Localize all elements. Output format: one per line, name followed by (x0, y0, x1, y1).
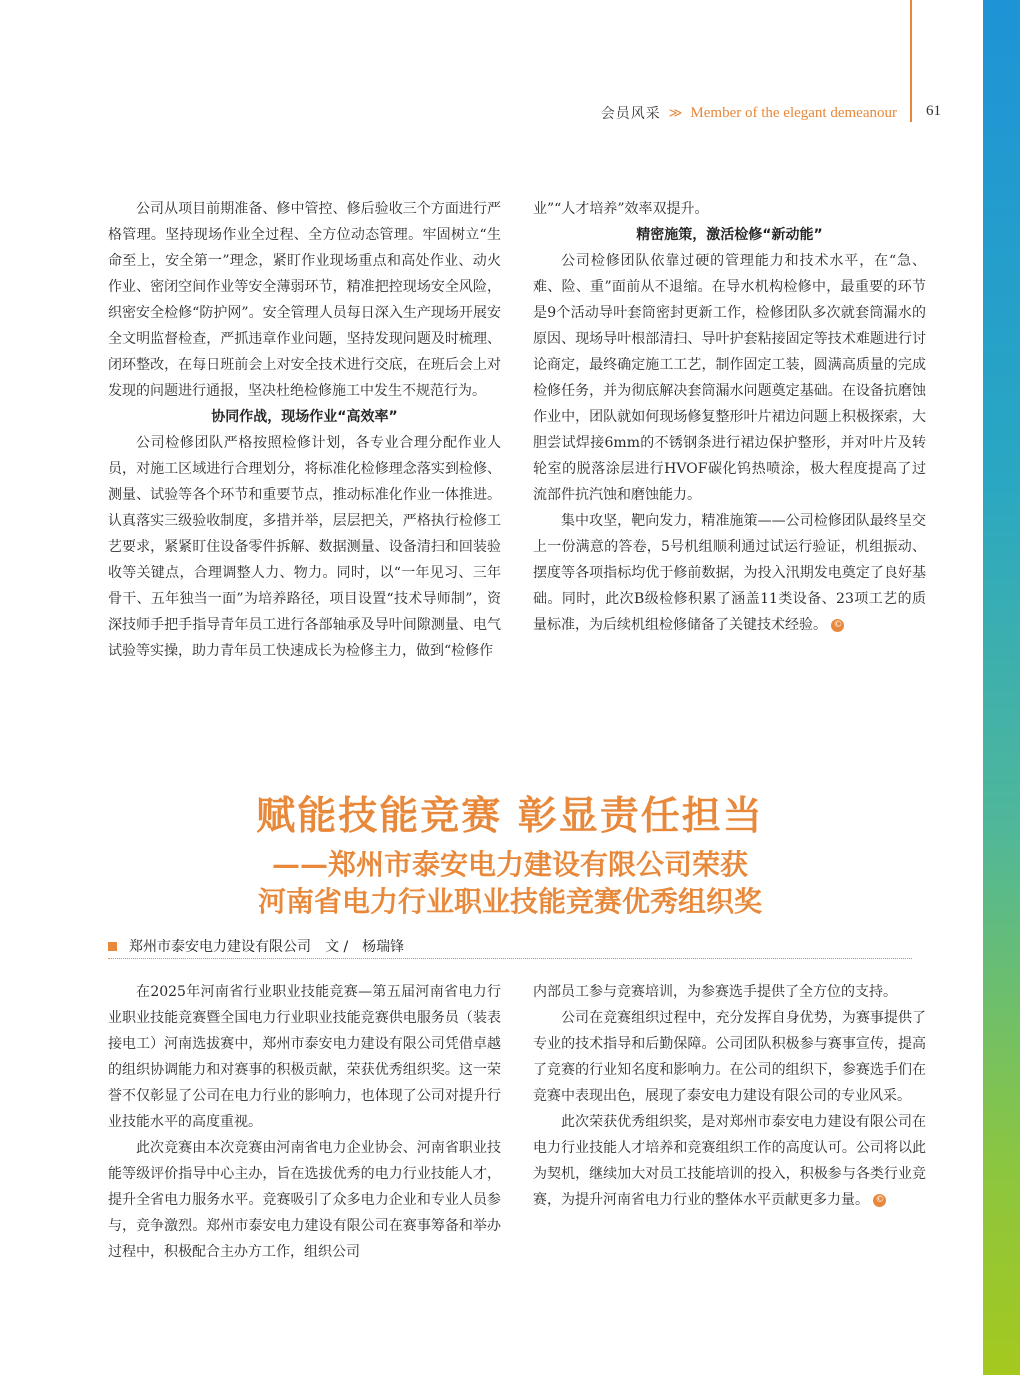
paragraph-continued: 内部员工参与竞赛培训，为参赛选手提供了全方位的支持。 (533, 984, 897, 1000)
article-subtitle (0, 846, 1020, 920)
page-number: 61 (926, 103, 941, 119)
paragraph: 此次竞赛由本次竞赛由河南省电力企业协会、河南省职业技能等级评价指导中心主办，旨在选拔优秀的电力行业技能人才，提升全省电力服务水平。竞赛吸引了众多电力企业和专业人员参与，竞争激烈。郑州市泰安电力建设有限公司在赛事筹备和举办过程中，积极配合主办方工作，组织公司 (108, 1140, 501, 1260)
paragraph-text: 集中攻坚，靶向发力，精准施策——公司检修团队最终呈交上一份满意的答卷，5号机组顺利通过试运行验证，机组振动、摆度等各项指标均优于修前数据，为投入汛期发电奠定了良好基础。同时，此次B级检修积累了涵盖11类设备、23项工艺的质量标准，为后续机组检修储备了关键技术经验。 (533, 513, 926, 633)
top-article-right-column (533, 196, 926, 638)
paragraph: 在2025年河南省行业职业技能竞赛—第五届河南省电力行业职业技能竞赛暨全国电力行业职业技能竞赛供电服务员（装表接电工）河南选拔赛中，郑州市泰安电力建设有限公司凭借卓越的组织协调能力和对赛事的积极贡献，荣获优秀组织奖。这一荣誉不仅彰显了公司在电力行业的影响力，也体现了公司对提升行业技能水平的高度重视。 (108, 984, 501, 1130)
paragraph: 公司在竞赛组织过程中，充分发挥自身优势，为赛事提供了专业的技术指导和后勤保障。公司团队积极参与赛事宣传，提高了竞赛的行业知名度和影响力。在公司的组织下，参赛选手们在竞赛中表现出色，展现了泰安电力建设有限公司的专业风采。 (533, 1010, 926, 1104)
section-title-en: Member of the elegant demeanour (690, 104, 897, 121)
article-title: 赋能技能竞赛 彰显责任担当 (256, 793, 764, 839)
top-article-left-column (108, 196, 501, 664)
end-mark-icon: © (833, 619, 843, 630)
header-rule (910, 0, 912, 122)
paragraph: 公司从项目前期准备、修中管控、修后验收三个方面进行严格管理。坚持现场作业全过程、全方位动态管理。牢固树立“生命至上，安全第一”理念，紧盯作业现场重点和高处作业、动火作业、密闭空间作业等安全薄弱环节，精准把控现场安全风险，织密安全检修“防护网”。安全管理人员每日深入生产现场开展安全文明监督检查，严抓违章作业问题，坚持发现问题及时梳理、闭环整改，在每日班前会上对安全技术进行交底，在班后会上对发现的问题进行通报，坚决杜绝检修施工中发生不规范行为。 (108, 201, 501, 399)
double-chevron-icon: ≫ (668, 105, 683, 121)
subtitle-line-2: 河南省电力行业职业技能竞赛优秀组织奖 (257, 885, 762, 918)
dotted-divider (108, 958, 912, 959)
paragraph-continued: 业”“人才培养”效率双提升。 (533, 201, 709, 217)
gradient-side-bar (983, 0, 1020, 1375)
byline (108, 936, 404, 956)
paragraph: 公司检修团队依靠过硬的管理能力和技术水平，在“急、难、险、重”面前从不退缩。在导水机构检修中，最重要的环节是9个活动导叶套筒密封更新工作，检修团队多次就套筒漏水的原因、现场导叶根部清扫、导叶护套粘接固定等技术难题进行讨论商定，最终确定施工工艺，制作固定工装，圆满高质量的完成检修任务，并为彻底解决套筒漏水问题奠定基础。在设备抗磨蚀作业中，团队就如何现场修复整形叶片裙边问题上积极探索，大胆尝试焊接6mm的不锈钢条进行裙边保护整形，并对叶片及转轮室的脱落涂层进行HVOF碳化钨热喷涂，极大程度提高了过流部件抗汽蚀和磨蚀能力。 (533, 253, 926, 503)
paragraph-last (533, 1109, 926, 1213)
square-bullet-icon (108, 942, 117, 951)
main-article-right-column (533, 979, 926, 1213)
subheading: 协同作战，现场作业“高效率” (211, 409, 398, 425)
subheading: 精密施策，激活检修“新动能” (636, 227, 823, 243)
paragraph-last (533, 508, 926, 638)
subtitle-line-1: ——郑州市泰安电力建设有限公司荣获 (271, 848, 748, 881)
paragraph-text: 此次荣获优秀组织奖，是对郑州市泰安电力建设有限公司在电力行业技能人才培养和竞赛组织工作的高度认可。公司将以此为契机，继续加大对员工技能培训的投入，积极参与各类行业竞赛，为提升河南省电力行业的整体水平贡献更多力量。 (533, 1114, 926, 1208)
paragraph: 公司检修团队严格按照检修计划，各专业合理分配作业人员，对施工区域进行合理划分，将标准化检修理念落实到检修、测量、试验等各个环节和重要节点，推动标准化作业一体推进。认真落实三级验收制度，多措并举，层层把关，严格执行检修工艺要求，紧紧盯住设备零件拆解、数据测量、设备清扫和回装验收等关键点，合理调整人力、物力。同时，以“一年见习、三年骨干、五年独当一面”为培养路径，项目设置“技术导师制”，资深技师手把手指导青年员工进行各部轴承及导叶间隙测量、电气试验等实操，助力青年员工快速成长为检修主力，做到“检修作 (108, 435, 501, 659)
byline-text: 郑州市泰安电力建设有限公司 文 / 杨瑞锋 (129, 939, 405, 955)
section-title-cn: 会员风采 (600, 106, 661, 122)
main-article-left-column (108, 979, 501, 1265)
page-header (601, 103, 897, 123)
end-mark-icon: © (875, 1194, 885, 1205)
